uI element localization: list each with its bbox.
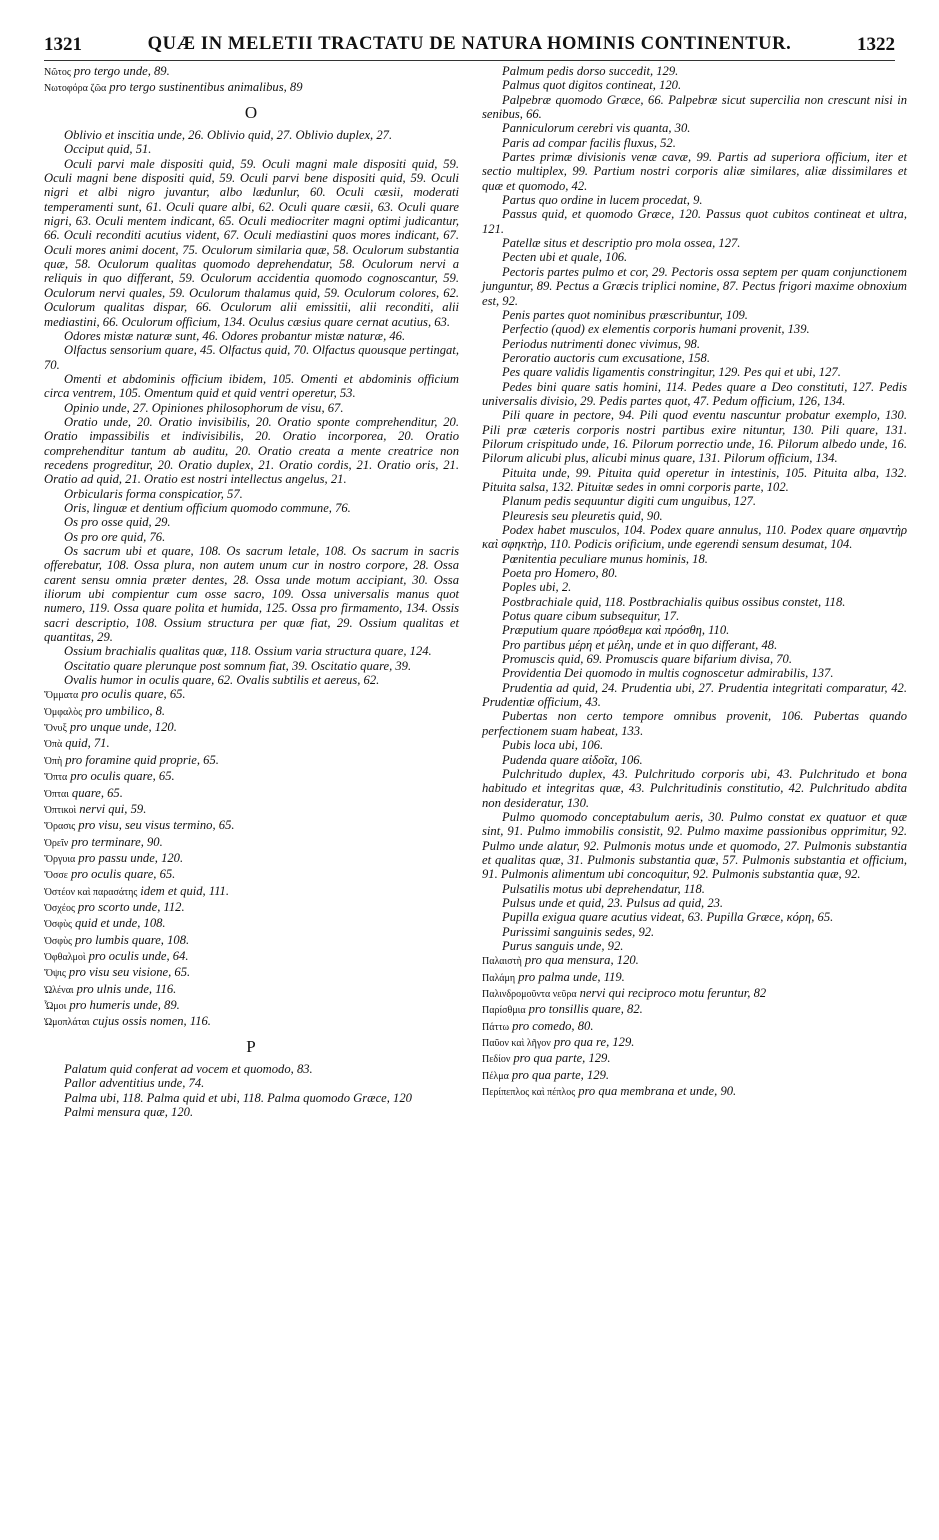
index-entry: Perfectio (quod) ex elementis corporis humani provenit, 139. <box>502 322 810 337</box>
page-number-left: 1321 <box>44 34 82 55</box>
greek-headword: Ὀπὰ <box>44 739 63 751</box>
index-entry: Pituita unde, 99. Pituita quid operetur in intestinis, 105. Pituita alba, 132. Pituita salsa, 132. Pituitæ sedes in omni corporis parte, 102. <box>482 465 907 494</box>
greek-gloss: pro humeris unde, 89. <box>69 997 180 1012</box>
greek-gloss: nervi qui reciproco motu feruntur, 82 <box>579 986 767 1000</box>
greek-gloss: pro qua parte, 129. <box>513 1051 611 1066</box>
greek-headword: Παλινδρομοῦντα νεῦρα <box>482 989 577 1000</box>
index-entry: Oris, linguæ et dentium officium quomodo commune, 76. <box>64 500 351 515</box>
greek-index-entry <box>44 916 459 932</box>
index-entry: Palmi mensura quæ, 120. <box>64 1105 194 1120</box>
greek-gloss: pro tonsillis quare, 82. <box>528 1002 643 1017</box>
greek-headword: Ὀμφαλὸς <box>44 706 83 718</box>
greek-index-entry <box>44 884 459 900</box>
greek-index-entry <box>44 1014 459 1030</box>
index-entry: Purus sanguis unde, 92. <box>502 938 624 953</box>
greek-gloss: pro lumbis quare, 108. <box>74 932 190 947</box>
greek-headword: Πέλμα <box>482 1070 509 1082</box>
greek-gloss: quare, 65. <box>71 785 123 800</box>
greek-headword: Ὀστέον καὶ παρασάτης <box>44 886 138 898</box>
greek-index-entry <box>44 982 459 998</box>
index-entry: Oblivio et inscitia unde, 26. Oblivio quid, 27. Oblivio duplex, 27. <box>64 128 393 143</box>
greek-gloss: pro visu, seu visus termino, 65. <box>78 818 235 833</box>
index-entry: Pubertas non certo tempore omnibus provenit, 106. Pubertas quando perfectionem suam habeat, 133. <box>482 709 907 738</box>
index-entry: Præputium quare πρόσθεμα καὶ πρόσθη, 110. <box>502 623 730 638</box>
header-rule <box>44 60 895 61</box>
page-header <box>44 34 895 58</box>
greek-gloss: pro oculis quare, 65. <box>70 769 175 784</box>
greek-gloss: pro qua mensura, 120. <box>524 953 639 968</box>
index-entry: Pulsus unde et quid, 23. Pulsus ad quid, 23. <box>502 895 724 910</box>
page-number-right: 1322 <box>857 34 895 55</box>
greek-index-entry <box>44 851 459 867</box>
index-entry: Oscitatio quare plerunque post somnum fiat, 39. Oscitatio quare, 39. <box>64 658 412 673</box>
greek-headword: Ὄνυξ <box>44 723 67 735</box>
greek-index-entry <box>44 835 459 851</box>
greek-headword: Ὄμματα <box>44 690 79 702</box>
greek-index-entry <box>482 986 907 1002</box>
greek-headword: Παλάμη <box>482 972 516 984</box>
greek-gloss: pro oculis unde, 64. <box>88 948 189 963</box>
index-entry: Pes quare validis ligamentis constringitur, 129. Pes qui et ubi, 127. <box>502 365 841 380</box>
greek-gloss: quid et unde, 108. <box>74 916 166 931</box>
index-entry: Pro partibus μέρη et μέλη, unde et in quo differant, 48. <box>502 637 778 652</box>
index-entry: Patellæ situs et descriptio pro mola ossea, 127. <box>502 236 741 251</box>
index-entry: Oculi parvi male dispositi quid, 59. Oculi magni male dispositi quid, 59. Oculi magni bene dispositi quid, 59. Oculi parvi bene dispositi quid, 59. Oculi nigri et albi nigro juvantur, albo lædunlur, 60. Oculi cæsii, moderati temperamenti sunt, 61. Oculi quare albi, 62. Oculi quare cæsii, 63. Oculi quare nigri, 63. Oculi mentem indicant, 65. Oculi mediocriter magni optimi judicantur, 66. Oculi reconditi acutius vident, 67. Oculi mediastini quos mores indicant, 67. Oculi mores animi docent, 75. Oculorum similaria quæ, 58. Oculorum substantia quæ, 58. Oculorum qualitas quomodo deprehendatur, 58. Oculorum nervi a reliquis in quo differant, 59. Oculorum accidentia quomodo cognoscantur, 59. Oculorum nervi quales, 59. Oculorum thalamus quid, 59. Oculorum colores, 62. Oculorum qualitas dispar, 66. Oculorum alii emissitii, alii reconditi, alii mediastini, 66. Oculorum officium, 134. Oculus cæsius quare cernat acutius, 63. <box>44 156 459 329</box>
index-entry: Partus quo ordine in lucem procedat, 9. <box>502 193 703 208</box>
greek-index-entry <box>44 965 459 981</box>
index-entry: Purissimi sanguinis sedes, 92. <box>502 924 655 939</box>
greek-index-entry <box>482 970 907 986</box>
index-entry: Paris ad compar facilis fluxus, 52. <box>502 135 676 150</box>
index-entry: Pedes bini quare satis homini, 114. Pedes quare a Deo constituti, 127. Pedis universalis divisio, 29. Pedis partes quot, 47. Pedum officium, 126, 134. <box>482 379 907 408</box>
index-entry: Palatum quid conferat ad vocem et quomodo, 83. <box>64 1062 313 1076</box>
index-entry: Odores mistæ naturæ sunt, 46. Odores probantur mistæ naturæ, 46. <box>64 328 406 343</box>
greek-gloss: pro umbilico, 8. <box>85 703 166 718</box>
index-entry: Pleuresis seu pleuretis quid, 90. <box>502 508 663 523</box>
index-entry: Prudentia ad quid, 24. Prudentia ubi, 27. Prudentia integritati comparatur, 42. Prudentiæ officium, 43. <box>482 680 907 710</box>
index-entry: Pulsatilis motus ubi deprehendatur, 118. <box>502 881 705 896</box>
section-letter-o: O <box>244 102 259 122</box>
greek-index-entry <box>44 818 459 834</box>
greek-index-entry <box>44 802 459 818</box>
index-entry: Pubis loca ubi, 106. <box>502 738 604 753</box>
index-entry: Os pro osse quid, 29. <box>64 515 171 530</box>
greek-index-entry <box>482 953 907 969</box>
greek-headword: Πεδίον <box>482 1054 511 1066</box>
index-entry: Os sacrum ubi et quare, 108. Os sacrum letale, 108. Os sacrum in sacris offerebatur, 108. Ossa plura, non autem unum cur in nostro corpore, 28. Ossa carent sensu omnia præter dentes, 28. Ossa unde motum accipiant, 30. Ossa iliorum ubi compientur cum osse sacro, 109. Ossa universalis manus quot numero, 119. Ossa quare polita et humida, 125. Ossa pro firmamento, 134. Ossis sacri descriptio, 108. Ossium structura per quæ fiat, 29. Ossium qualitas et quantitas, 29. <box>44 544 459 645</box>
greek-headword: Ὀπτικοὶ <box>44 804 77 816</box>
greek-index-entry <box>482 1084 907 1100</box>
greek-gloss: cujus ossis nomen, 116. <box>92 1014 211 1029</box>
greek-gloss: pro oculis quare, 65. <box>81 687 186 702</box>
greek-gloss: idem et quid, 111. <box>140 883 230 898</box>
index-entry: Palma ubi, 118. Palma quid et ubi, 118. Palma quomodo Græce, 120 <box>64 1090 412 1105</box>
greek-gloss: pro terminare, 90. <box>71 834 163 849</box>
greek-gloss: pro palma unde, 119. <box>518 969 625 984</box>
greek-headword: Ὄπτα <box>44 772 68 784</box>
index-entry: Palmum pedis dorso succedit, 129. <box>502 64 679 78</box>
index-entry: Potus quare cibum subsequitur, 17. <box>502 609 680 624</box>
greek-index-entry <box>482 1019 907 1035</box>
greek-index-entry <box>482 1002 907 1018</box>
index-entry: Pœnitentia peculiare munus hominis, 18. <box>502 551 708 566</box>
index-entry: Omenti et abdominis officium ibidem, 105. Omenti et abdominis officium circa ventrem, 105. Omentum quid et quid ventri operetur, 53. <box>44 371 459 401</box>
greek-headword: Ὠμοπλάται <box>44 1017 90 1029</box>
greek-index-entry <box>44 998 459 1014</box>
greek-gloss: pro oculis quare, 65. <box>70 867 176 882</box>
index-entry: Occiput quid, 51. <box>64 142 152 157</box>
greek-index-entry <box>482 1051 907 1067</box>
greek-gloss: pro tergo sustinentibus animalibus, 89 <box>109 80 303 95</box>
index-entry: Pallor adventitius unde, 74. <box>64 1076 205 1091</box>
greek-index-entry <box>44 64 459 80</box>
greek-headword: Περίπεπλος καὶ πέπλος <box>482 1087 576 1099</box>
index-entry: Poeta pro Homero, 80. <box>502 566 618 581</box>
greek-headword: Πάττω <box>482 1021 510 1033</box>
greek-headword: Ὀπται <box>44 788 69 800</box>
index-entry: Pulmo quomodo conceptabulum aeris, 30. Pulmo constat ex quatuor et quæ sint, 91. Pulmo immobilis consistit, 92. Pulmo maxime passionibus opprimitur, 92. Pulmo unde alatur, 92. Pulmonis motus unde et quomodo, 27. Pulmonis substantia et qualitas quæ, 31. Pulmonis substantia quæ, 57. Pulmonis substantia et officium, 91. Pulmonis alimentum ubi concoquitur, 92. Pulmonis substantia quæ, 92. <box>482 809 907 882</box>
index-entry: Pulchritudo duplex, 43. Pulchritudo corporis ubi, 43. Pulchritudo et bona habitudo et integritas quæ, 43. Pulchritudinis constitutio, 42. Pulchritudo abdita non desideratur, 130. <box>482 766 907 810</box>
index-entry: Opinio unde, 27. Opiniones philosophorum de visu, 67. <box>64 400 344 415</box>
greek-index-entry <box>44 949 459 965</box>
greek-headword: Ὦμοι <box>44 1000 67 1012</box>
greek-index-entry <box>44 900 459 916</box>
index-entry: Orbicularis forma conspicatior, 57. <box>64 486 243 501</box>
index-entry: Oratio unde, 20. Oratio invisibilis, 20. Oratio sponte comprehenditur, 20. Oratio impassibilis et indivisibilis, 20. Oratio incorporea, 20. Oratio comprehenditur tantum ab auditu, 20. Oratio creata a mente creatrice non recedens progreditur, 20. Oratio duplex, 21. Oratio cordis, 21. Oratio oris, 21. Oratio ad quid, 21. Oratio est nostri intellectus angelus, 21. <box>44 414 459 487</box>
greek-index-entry <box>44 933 459 949</box>
index-entry: Palpebræ quomodo Græce, 66. Palpebræ sicut supercilia non crescunt nisi in senibus, 66. <box>482 92 907 122</box>
index-entry: Planum pedis sequuntur digiti cum unguibus, 127. <box>502 494 756 509</box>
greek-gloss: pro qua parte, 129. <box>511 1067 610 1082</box>
greek-headword: Ὀσφὺς <box>44 935 72 947</box>
greek-headword: Ὀσχέος <box>44 902 75 914</box>
greek-headword: Ὄσσε <box>44 870 68 882</box>
greek-gloss: pro qua membrana et unde, 90. <box>578 1084 737 1099</box>
greek-index-entry <box>44 736 459 752</box>
index-entry: Passus quid, et quomodo Græce, 120. Passus quot cubitos contineat et ultra, 121. <box>482 207 907 236</box>
greek-headword: Ὄψις <box>44 968 66 980</box>
index-entry: Panniculorum cerebri vis quanta, 30. <box>502 121 691 136</box>
greek-gloss: pro comedo, 80. <box>512 1018 594 1033</box>
greek-headword: Νωτοφόρα ζῶα <box>44 83 107 95</box>
index-entry: Pecten ubi et quale, 106. <box>502 250 628 265</box>
greek-index-entry <box>44 687 459 703</box>
greek-gloss: pro ulnis unde, 116. <box>76 981 177 996</box>
index-entry: Ossium brachialis qualitas quæ, 118. Ossium varia structura quare, 124. <box>64 644 432 659</box>
greek-headword: Παρίσθμια <box>482 1005 526 1017</box>
index-entry: Ovalis humor in oculis quare, 62. Ovalis subtilis et aereus, 62. <box>64 673 380 688</box>
section-letter-p: P <box>246 1036 257 1056</box>
index-entry: Pudenda quare αἰδοῖα, 106. <box>502 752 643 767</box>
index-entry: Peroratio auctoris cum excusatione, 158. <box>502 350 710 365</box>
index-entry: Partes primæ divisionis venæ cavæ, 99. Partis ad superiora officium, iter et sectio multiplex, 99. Partium nostri corporis aliæ similares, aliæ dissimilares et quæ et quomodo, 42. <box>482 150 907 193</box>
index-entry: Olfactus sensorium quare, 45. Olfactus quid, 70. Olfactus quousque pertingat, 70. <box>44 343 459 372</box>
index-entry: Pectoris partes pulmo et cor, 29. Pectoris ossa septem per quam conjunctionem junguntur, 89. Pectus a Græcis triplici nomine, 87. Pectus frigori maxime obnoxium est, 92. <box>482 264 907 308</box>
greek-gloss: pro unque unde, 120. <box>69 720 177 735</box>
greek-headword: Ὀφθαλμοὶ <box>44 951 86 963</box>
index-entry: Periodus nutrimenti donec vivimus, 98. <box>502 336 700 351</box>
index-entry: Providentia Dei quomodo in multis cognoscetur admirabilis, 137. <box>502 666 834 681</box>
greek-gloss: pro scorto unde, 112. <box>77 899 185 914</box>
greek-gloss: pro passu unde, 120. <box>78 850 184 865</box>
greek-index-entry <box>482 1035 907 1051</box>
greek-gloss: nervi qui, 59. <box>79 801 147 816</box>
greek-headword: Ὀσφὺς <box>44 919 72 931</box>
running-title: QUÆ IN MELETII TRACTATU DE NATURA HOMINIS CONTINENTUR. <box>147 34 792 54</box>
greek-index-entry <box>482 1068 907 1084</box>
right-column <box>482 64 907 1100</box>
greek-headword: Ὄργυια <box>44 853 76 865</box>
greek-headword: Ὠλέναι <box>44 984 74 996</box>
greek-gloss: quid, 71. <box>65 736 110 751</box>
greek-headword: Ὀπὴ <box>44 755 63 767</box>
greek-gloss: pro foramine quid proprie, 65. <box>65 752 219 767</box>
index-entry: Os pro ore quid, 76. <box>64 529 166 544</box>
index-entry: Penis partes quot nominibus præscribuntur, 109. <box>502 307 748 322</box>
index-entry: Promuscis quid, 69. Promuscis quare bifarium divisa, 70. <box>502 652 792 667</box>
greek-index-entry <box>44 769 459 785</box>
greek-index-entry <box>44 720 459 736</box>
greek-headword: Νῶτος <box>44 67 71 78</box>
greek-index-entry <box>44 704 459 720</box>
greek-gloss: pro visu seu visione, 65. <box>68 965 191 980</box>
index-entry: Poples ubi, 2. <box>502 580 572 595</box>
greek-headword: Παλαιστὴ <box>482 956 522 968</box>
greek-headword: Ὅρασις <box>44 821 76 833</box>
greek-index-entry <box>44 867 459 883</box>
left-column <box>44 64 459 1119</box>
greek-index-entry <box>44 786 459 802</box>
index-entry: Postbrachiale quid, 118. Postbrachialis quibus ossibus constet, 118. <box>502 594 846 609</box>
greek-gloss: pro tergo unde, 89. <box>73 64 170 78</box>
index-entry: Pili quare in pectore, 94. Pili quod eventu nascuntur probatur exemplo, 130. Pili præ cæteris corporis nostri partibus exire nituntur, 130. Pili quare, 131. Pilorum crispitudo unde, 16. Pilorum porrectio unde, 16. Pilorum albedo unde, 16. Pilorum alicubi plus, alicubi minus quare, 131. Pilorum officium, 134. <box>482 408 907 466</box>
greek-index-entry <box>44 80 459 96</box>
greek-gloss: pro qua re, 129. <box>553 1035 635 1050</box>
greek-headword: Ὁρεῖν <box>44 837 69 849</box>
greek-headword: Παῦον καὶ λῆγον <box>482 1038 551 1050</box>
index-entry: Pupilla exigua quare acutius videat, 63. Pupilla Græce, κόρη, 65. <box>502 910 834 925</box>
greek-index-entry <box>44 753 459 769</box>
index-entry: Palmus quot digitos contineat, 120. <box>502 78 682 93</box>
index-entry: Podex habet musculos, 104. Podex quare annulus, 110. Podex quare σημαντὴρ καὶ σφηκτὴρ, 110. Podicis orificium, unde egerendi sensum desumat, 104. <box>482 523 907 552</box>
